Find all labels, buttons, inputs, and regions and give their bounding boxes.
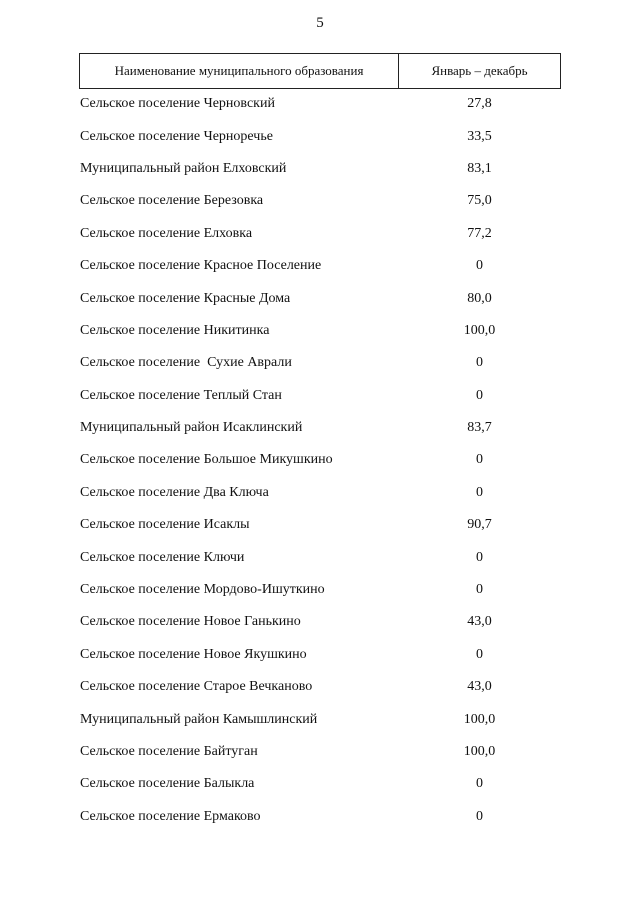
table-row (79, 639, 561, 671)
row-name: Сельское поселение Черновский (80, 96, 275, 112)
row-name: Муниципальный район Исаклинский (80, 420, 303, 436)
row-name: Сельское поселение Красные Дома (80, 290, 291, 306)
row-name: Сельское поселение Ключи (80, 549, 245, 565)
row-name: Сельское поселение Красное Поселение (80, 258, 322, 274)
row-name: Сельское поселение Новое Ганькино (80, 614, 301, 630)
row-value: 90,7 (467, 517, 492, 533)
table-row (79, 606, 561, 638)
row-value: 0 (476, 776, 483, 792)
table-row (79, 153, 561, 185)
row-value: 0 (476, 582, 483, 598)
row-name: Сельское поселение Сухие Аврали (80, 355, 292, 371)
table-row (79, 185, 561, 217)
table-row (79, 509, 561, 541)
page-number: 5 (316, 15, 324, 31)
row-value: 0 (476, 808, 483, 824)
row-value: 27,8 (467, 96, 492, 112)
table-row (79, 736, 561, 768)
table-row (79, 444, 561, 476)
row-name: Сельское поселение Елховка (80, 225, 253, 241)
row-name: Сельское поселение Березовка (80, 193, 264, 209)
table-row (79, 282, 561, 314)
row-value: 75,0 (467, 193, 492, 209)
row-value: 0 (476, 258, 483, 274)
row-name: Сельское поселение Черноречье (80, 128, 273, 144)
row-name: Сельское поселение Байтуган (80, 744, 258, 759)
row-value: 80,0 (467, 290, 492, 306)
header-municipality-name: Наименование муниципального образования (80, 54, 399, 88)
table-body (79, 88, 561, 833)
row-value: 100,0 (463, 744, 496, 759)
row-name: Муниципальный район Камышлинский (80, 711, 318, 727)
row-value: 77,2 (467, 225, 492, 241)
row-name: Сельское поселение Ермаково (80, 808, 261, 824)
row-name: Сельское поселение Новое Якушкино (80, 646, 307, 662)
row-value: 0 (476, 646, 483, 662)
table-row (79, 347, 561, 379)
table-row (79, 412, 561, 444)
row-name: Сельское поселение Балыкла (80, 776, 255, 792)
table-row (79, 541, 561, 573)
row-name: Сельское поселение Старое Вечканово (80, 679, 313, 695)
table-row (79, 768, 561, 800)
row-name: Муниципальный район Елховский (80, 160, 287, 176)
table-row (79, 315, 561, 347)
row-value: 33,5 (467, 128, 492, 144)
row-value: 0 (476, 387, 483, 403)
row-value: 83,7 (467, 420, 492, 436)
row-value: 0 (476, 484, 483, 500)
row-name: Сельское поселение Большое Микушкино (80, 452, 333, 468)
row-value: 43,0 (467, 679, 492, 695)
row-value: 83,1 (467, 160, 492, 176)
table-row (79, 671, 561, 703)
row-value: 100,0 (463, 322, 496, 338)
table-row (79, 218, 561, 250)
table-header (79, 53, 561, 89)
row-value: 0 (476, 549, 483, 565)
table-row (79, 574, 561, 606)
row-value: 43,0 (467, 614, 492, 630)
header-period: Январь – декабрь (431, 63, 528, 78)
row-value: 100,0 (463, 711, 496, 727)
table-row (79, 477, 561, 509)
row-name: Сельское поселение Теплый Стан (80, 387, 282, 403)
row-value: 0 (476, 355, 483, 371)
row-name: Сельское поселение Исаклы (80, 517, 250, 533)
table-row (79, 88, 561, 120)
table-row (79, 801, 561, 833)
row-value: 0 (476, 452, 483, 468)
table-row (79, 120, 561, 152)
row-name: Сельское поселение Никитинка (80, 322, 270, 338)
row-name: Сельское поселение Мордово-Ишуткино (80, 582, 325, 598)
table-row (79, 380, 561, 412)
table-row (79, 703, 561, 735)
row-name: Сельское поселение Два Ключа (80, 484, 269, 500)
table-row (79, 250, 561, 282)
